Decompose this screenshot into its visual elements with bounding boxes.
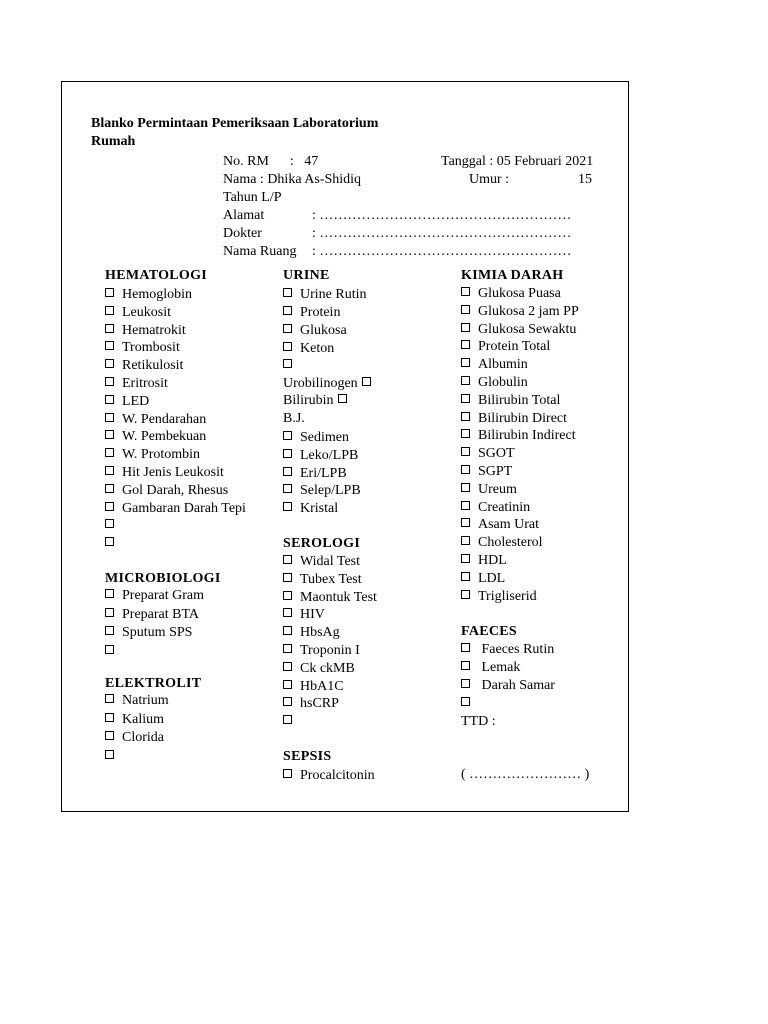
checkbox[interactable] bbox=[105, 713, 114, 722]
serologi-item-label: HIV bbox=[300, 607, 325, 623]
hematologi-item[interactable] bbox=[105, 357, 183, 375]
hematologi-item[interactable] bbox=[105, 517, 122, 535]
checkbox[interactable] bbox=[338, 394, 347, 403]
checkbox[interactable] bbox=[283, 324, 292, 333]
no-rm-field: No. RM : 47 bbox=[223, 154, 319, 169]
umur-value: 15 bbox=[578, 172, 592, 187]
checkbox[interactable] bbox=[283, 306, 292, 315]
tanggal-field: Tanggal : 05 Februari 2021 bbox=[441, 154, 594, 169]
microbiologi-item-label: Preparat BTA bbox=[122, 606, 200, 622]
serologi-item[interactable] bbox=[283, 606, 325, 624]
hematologi-item[interactable] bbox=[105, 339, 180, 357]
alamat-value: : ……………………………………………… bbox=[312, 208, 572, 223]
serologi-item[interactable] bbox=[283, 589, 377, 607]
checkbox[interactable] bbox=[105, 324, 114, 333]
urine-item-bilirubin[interactable] bbox=[283, 392, 347, 410]
hematologi-item[interactable] bbox=[105, 411, 206, 429]
kimia-darah-item[interactable] bbox=[461, 374, 528, 392]
urine-item-label: Bilirubin bbox=[283, 393, 334, 408]
checkbox[interactable] bbox=[105, 608, 114, 617]
elektrolit-item-label: Natrium bbox=[122, 693, 169, 708]
checkbox[interactable] bbox=[461, 412, 470, 421]
microbiologi-item[interactable] bbox=[105, 643, 122, 661]
kimia-darah-item-label: HDL bbox=[478, 553, 507, 568]
kimia-darah-item[interactable] bbox=[461, 570, 505, 588]
nama-field: Nama : Dhika As-Shidiq bbox=[223, 172, 362, 187]
serologi-item[interactable] bbox=[283, 624, 340, 642]
kimia-darah-item[interactable] bbox=[461, 552, 507, 570]
checkbox[interactable] bbox=[283, 555, 292, 564]
urine-item[interactable] bbox=[283, 447, 358, 465]
serologi-item-label: Troponin I bbox=[300, 643, 360, 658]
faeces-item[interactable] bbox=[461, 677, 555, 695]
hematologi-item[interactable] bbox=[105, 446, 200, 464]
checkbox[interactable] bbox=[105, 341, 114, 350]
kimia-darah-item-label: Bilirubin Indirect bbox=[478, 428, 576, 444]
serologi-item[interactable] bbox=[283, 678, 344, 696]
sepsis-item-label: Procalcitonin bbox=[300, 768, 375, 783]
checkbox[interactable] bbox=[461, 590, 470, 599]
tahun-lp-field: Tahun L/P bbox=[223, 190, 282, 205]
microbiologi-item[interactable] bbox=[105, 587, 204, 605]
faeces-item[interactable] bbox=[461, 641, 554, 659]
checkbox[interactable] bbox=[105, 359, 114, 368]
hematologi-item[interactable] bbox=[105, 304, 171, 322]
urine-item-label: Urobilinogen bbox=[283, 376, 358, 391]
checkbox[interactable] bbox=[283, 715, 292, 724]
microbiologi-item-label: Preparat Gram bbox=[122, 588, 205, 603]
checkbox[interactable] bbox=[461, 465, 470, 474]
hematologi-item-label: Eritrosit bbox=[122, 376, 168, 391]
checkbox[interactable] bbox=[105, 377, 114, 386]
urine-item[interactable] bbox=[283, 286, 367, 304]
checkbox[interactable] bbox=[461, 483, 470, 492]
checkbox[interactable] bbox=[283, 502, 292, 511]
checkbox[interactable] bbox=[461, 501, 470, 510]
urine-item-label: Protein bbox=[300, 305, 341, 320]
checkbox[interactable] bbox=[283, 288, 292, 297]
checkbox[interactable] bbox=[283, 467, 292, 476]
checkbox[interactable] bbox=[283, 484, 292, 493]
kimia-darah-item-label: LDL bbox=[478, 570, 506, 586]
checkbox[interactable] bbox=[105, 430, 114, 439]
faeces-item-label: Lemak bbox=[478, 660, 521, 675]
hematologi-item[interactable] bbox=[105, 375, 168, 393]
serologi-item-label: HbA1C bbox=[300, 678, 344, 694]
hematologi-item-label: W. Protombin bbox=[122, 447, 201, 463]
kimia-darah-item-label: Bilirubin Total bbox=[478, 392, 561, 408]
checkbox[interactable] bbox=[461, 305, 470, 314]
checkbox[interactable] bbox=[283, 608, 292, 617]
elektrolit-item[interactable] bbox=[105, 692, 169, 710]
faeces-item[interactable] bbox=[461, 659, 520, 677]
checkbox[interactable] bbox=[461, 679, 470, 688]
checkbox[interactable] bbox=[461, 287, 470, 296]
kimia-darah-item[interactable] bbox=[461, 516, 539, 534]
serologi-item[interactable] bbox=[283, 642, 360, 660]
checkbox[interactable] bbox=[461, 643, 470, 652]
checkbox[interactable] bbox=[105, 537, 114, 546]
hematologi-item-label: Hematrokit bbox=[122, 322, 186, 338]
hematologi-item-label: Trombosit bbox=[122, 340, 180, 356]
elektrolit-item-label: Clorida bbox=[122, 730, 164, 745]
kimia-darah-item-label: Protein Total bbox=[478, 339, 551, 355]
urine-item-label: Urine Rutin bbox=[300, 287, 367, 302]
serologi-item[interactable] bbox=[283, 695, 339, 713]
kimia-darah-item[interactable] bbox=[461, 321, 576, 339]
checkbox[interactable] bbox=[283, 431, 292, 440]
serologi-item-label: Maontuk Test bbox=[300, 589, 377, 605]
checkbox[interactable] bbox=[105, 413, 114, 422]
kimia-darah-item-label: Albumin bbox=[478, 357, 528, 373]
hematologi-item-label: Hit Jenis Leukosit bbox=[122, 465, 224, 480]
checkbox[interactable] bbox=[283, 591, 292, 600]
microbiologi-item[interactable] bbox=[105, 624, 192, 642]
hematologi-item-label: Retikulosit bbox=[122, 358, 184, 374]
kimia-darah-item-label: Trigliserid bbox=[478, 588, 537, 604]
hematologi-item[interactable] bbox=[105, 286, 192, 304]
checkbox[interactable] bbox=[461, 572, 470, 581]
checkbox[interactable] bbox=[461, 358, 470, 367]
hematologi-item-label: Gol Darah, Rhesus bbox=[122, 482, 229, 498]
checkbox[interactable] bbox=[105, 395, 114, 404]
serologi-heading: SEROLOGI bbox=[283, 536, 361, 551]
checkbox[interactable] bbox=[461, 323, 470, 332]
form-title-line1: Blanko Permintaan Pemeriksaan Laboratorium bbox=[91, 116, 379, 131]
serologi-item-label: Ck ckMB bbox=[300, 660, 355, 676]
alamat-label: Alamat bbox=[223, 208, 265, 223]
kimia-darah-item[interactable] bbox=[461, 356, 528, 374]
checkbox[interactable] bbox=[105, 694, 114, 703]
kimia-darah-item[interactable] bbox=[461, 303, 579, 321]
urine-item-bj: B.J. bbox=[283, 411, 305, 426]
kimia-darah-item[interactable] bbox=[461, 588, 537, 606]
checkbox[interactable] bbox=[461, 394, 470, 403]
microbiologi-item-label: Sputum SPS bbox=[122, 625, 193, 640]
form-title-line2: Rumah bbox=[91, 134, 136, 149]
kimia-darah-item-label: Glukosa 2 jam PP bbox=[478, 303, 579, 319]
urine-item-label: Glukosa bbox=[300, 323, 347, 338]
dokter-value: : ……………………………………………… bbox=[312, 226, 572, 241]
checkbox[interactable] bbox=[105, 502, 114, 511]
umur-label: Umur : bbox=[469, 172, 510, 187]
checkbox[interactable] bbox=[283, 769, 292, 778]
checkbox[interactable] bbox=[283, 359, 292, 368]
kimia-darah-item-label: Ureum bbox=[478, 481, 517, 497]
checkbox[interactable] bbox=[105, 626, 114, 635]
serologi-item-label: Tubex Test bbox=[300, 571, 362, 587]
urine-item[interactable] bbox=[283, 500, 338, 518]
kimia-darah-item[interactable] bbox=[461, 463, 512, 481]
urine-item[interactable] bbox=[283, 340, 334, 358]
nama-ruang-value: : ……………………………………………… bbox=[312, 244, 572, 259]
checkbox[interactable] bbox=[461, 429, 470, 438]
kimia-darah-item-label: SGOT bbox=[478, 446, 515, 462]
urine-item-label: Kristal bbox=[300, 501, 339, 517]
checkbox[interactable] bbox=[105, 731, 114, 740]
kimia-darah-item-label: Globulin bbox=[478, 375, 528, 390]
checkbox[interactable] bbox=[461, 518, 470, 527]
kimia-darah-item[interactable] bbox=[461, 427, 576, 445]
hematologi-item-label: Gambaran Darah Tepi bbox=[122, 500, 246, 516]
kimia-darah-item[interactable] bbox=[461, 338, 550, 356]
hematologi-item[interactable] bbox=[105, 322, 186, 340]
kimia-darah-item-label: Bilirubin Direct bbox=[478, 410, 568, 426]
urine-item[interactable] bbox=[283, 482, 361, 500]
hematologi-item-label: W. Pendarahan bbox=[122, 411, 207, 427]
elektrolit-heading: ELEKTROLIT bbox=[105, 676, 202, 691]
kimia-darah-item-label: Creatinin bbox=[478, 499, 531, 515]
urine-item-label: Keton bbox=[300, 341, 335, 356]
checkbox[interactable] bbox=[105, 448, 114, 457]
kimia-darah-item-label: Glukosa Sewaktu bbox=[478, 321, 577, 337]
checkbox[interactable] bbox=[461, 536, 470, 545]
sepsis-item[interactable] bbox=[283, 767, 375, 785]
serologi-item[interactable] bbox=[283, 571, 362, 589]
checkbox[interactable] bbox=[283, 697, 292, 706]
checkbox[interactable] bbox=[283, 573, 292, 582]
kimia-darah-item[interactable] bbox=[461, 285, 561, 303]
urine-item[interactable] bbox=[283, 429, 349, 447]
elektrolit-item[interactable] bbox=[105, 729, 164, 747]
hematologi-item[interactable] bbox=[105, 464, 224, 482]
hematologi-item-label: W. Pembekuan bbox=[122, 429, 207, 445]
kimia-darah-heading: KIMIA DARAH bbox=[461, 268, 564, 283]
hematologi-item[interactable] bbox=[105, 535, 122, 553]
checkbox[interactable] bbox=[461, 697, 470, 706]
urine-item-label: Leko/LPB bbox=[300, 447, 359, 463]
hematologi-item-label: Leukosit bbox=[122, 304, 171, 320]
elektrolit-item[interactable] bbox=[105, 748, 122, 766]
serologi-item[interactable] bbox=[283, 713, 300, 731]
checkbox[interactable] bbox=[461, 376, 470, 385]
nama-ruang-label: Nama Ruang bbox=[223, 244, 297, 259]
hematologi-item[interactable] bbox=[105, 428, 206, 446]
checkbox[interactable] bbox=[283, 662, 292, 671]
kimia-darah-item[interactable] bbox=[461, 445, 515, 463]
ttd-label: TTD : bbox=[461, 714, 496, 729]
checkbox[interactable] bbox=[283, 680, 292, 689]
kimia-darah-item[interactable] bbox=[461, 392, 560, 410]
urine-item[interactable] bbox=[283, 322, 347, 340]
faeces-heading: FAECES bbox=[461, 624, 517, 639]
kimia-darah-item[interactable] bbox=[461, 534, 543, 552]
checkbox[interactable] bbox=[105, 589, 114, 598]
serologi-item[interactable] bbox=[283, 660, 355, 678]
kimia-darah-item[interactable] bbox=[461, 410, 567, 428]
checkbox[interactable] bbox=[283, 644, 292, 653]
serologi-item-label: hsCRP bbox=[300, 696, 339, 712]
hematologi-heading: HEMATOLOGI bbox=[105, 268, 208, 283]
checkbox[interactable] bbox=[461, 661, 470, 670]
dokter-label: Dokter bbox=[223, 226, 262, 241]
hematologi-item-label: LED bbox=[122, 393, 150, 409]
checkbox[interactable] bbox=[283, 449, 292, 458]
urine-item-label: Eri/LPB bbox=[300, 465, 347, 481]
checkbox[interactable] bbox=[105, 306, 114, 315]
hematologi-item[interactable] bbox=[105, 482, 228, 500]
checkbox[interactable] bbox=[461, 340, 470, 349]
kimia-darah-item[interactable] bbox=[461, 499, 530, 517]
checkbox[interactable] bbox=[283, 342, 292, 351]
hematologi-item[interactable] bbox=[105, 500, 246, 518]
microbiologi-heading: MICROBIOLOGI bbox=[105, 571, 221, 586]
microbiologi-item[interactable] bbox=[105, 606, 199, 624]
elektrolit-item-label: Kalium bbox=[122, 711, 164, 727]
urine-item-label: Selep/LPB bbox=[300, 483, 361, 499]
kimia-darah-item[interactable] bbox=[461, 481, 517, 499]
checkbox[interactable] bbox=[461, 447, 470, 456]
urine-item[interactable] bbox=[283, 465, 347, 483]
sepsis-heading: SEPSIS bbox=[283, 749, 332, 764]
urine-item-urobilinogen[interactable] bbox=[283, 375, 371, 393]
checkbox[interactable] bbox=[105, 288, 114, 297]
checkbox[interactable] bbox=[105, 645, 114, 654]
signature-line: ( …………………… ) bbox=[461, 767, 590, 782]
checkbox[interactable] bbox=[105, 750, 114, 759]
urine-blank-item[interactable] bbox=[283, 357, 300, 375]
checkbox[interactable] bbox=[283, 626, 292, 635]
checkbox[interactable] bbox=[105, 484, 114, 493]
kimia-darah-item-label: SGPT bbox=[478, 464, 513, 479]
checkbox[interactable] bbox=[105, 519, 114, 528]
kimia-darah-item-label: Cholesterol bbox=[478, 535, 543, 551]
kimia-darah-item-label: Glukosa Puasa bbox=[478, 286, 561, 301]
faeces-item-label: Faeces Rutin bbox=[478, 642, 555, 657]
serologi-item-label: HbsAg bbox=[300, 625, 340, 641]
checkbox[interactable] bbox=[105, 466, 114, 475]
hematologi-item[interactable] bbox=[105, 393, 149, 411]
checkbox[interactable] bbox=[461, 554, 470, 563]
hematologi-item-label: Hemoglobin bbox=[122, 287, 192, 302]
urine-item[interactable] bbox=[283, 304, 340, 322]
faeces-item-label: Darah Samar bbox=[478, 678, 555, 693]
serologi-item-label: Widal Test bbox=[300, 554, 361, 569]
elektrolit-item[interactable] bbox=[105, 711, 164, 729]
kimia-darah-item-label: Asam Urat bbox=[478, 517, 540, 533]
serologi-item[interactable] bbox=[283, 553, 360, 571]
urine-item-label: Sedimen bbox=[300, 430, 349, 445]
faeces-item[interactable] bbox=[461, 695, 478, 713]
urine-heading: URINE bbox=[283, 268, 330, 283]
checkbox[interactable] bbox=[362, 377, 371, 386]
